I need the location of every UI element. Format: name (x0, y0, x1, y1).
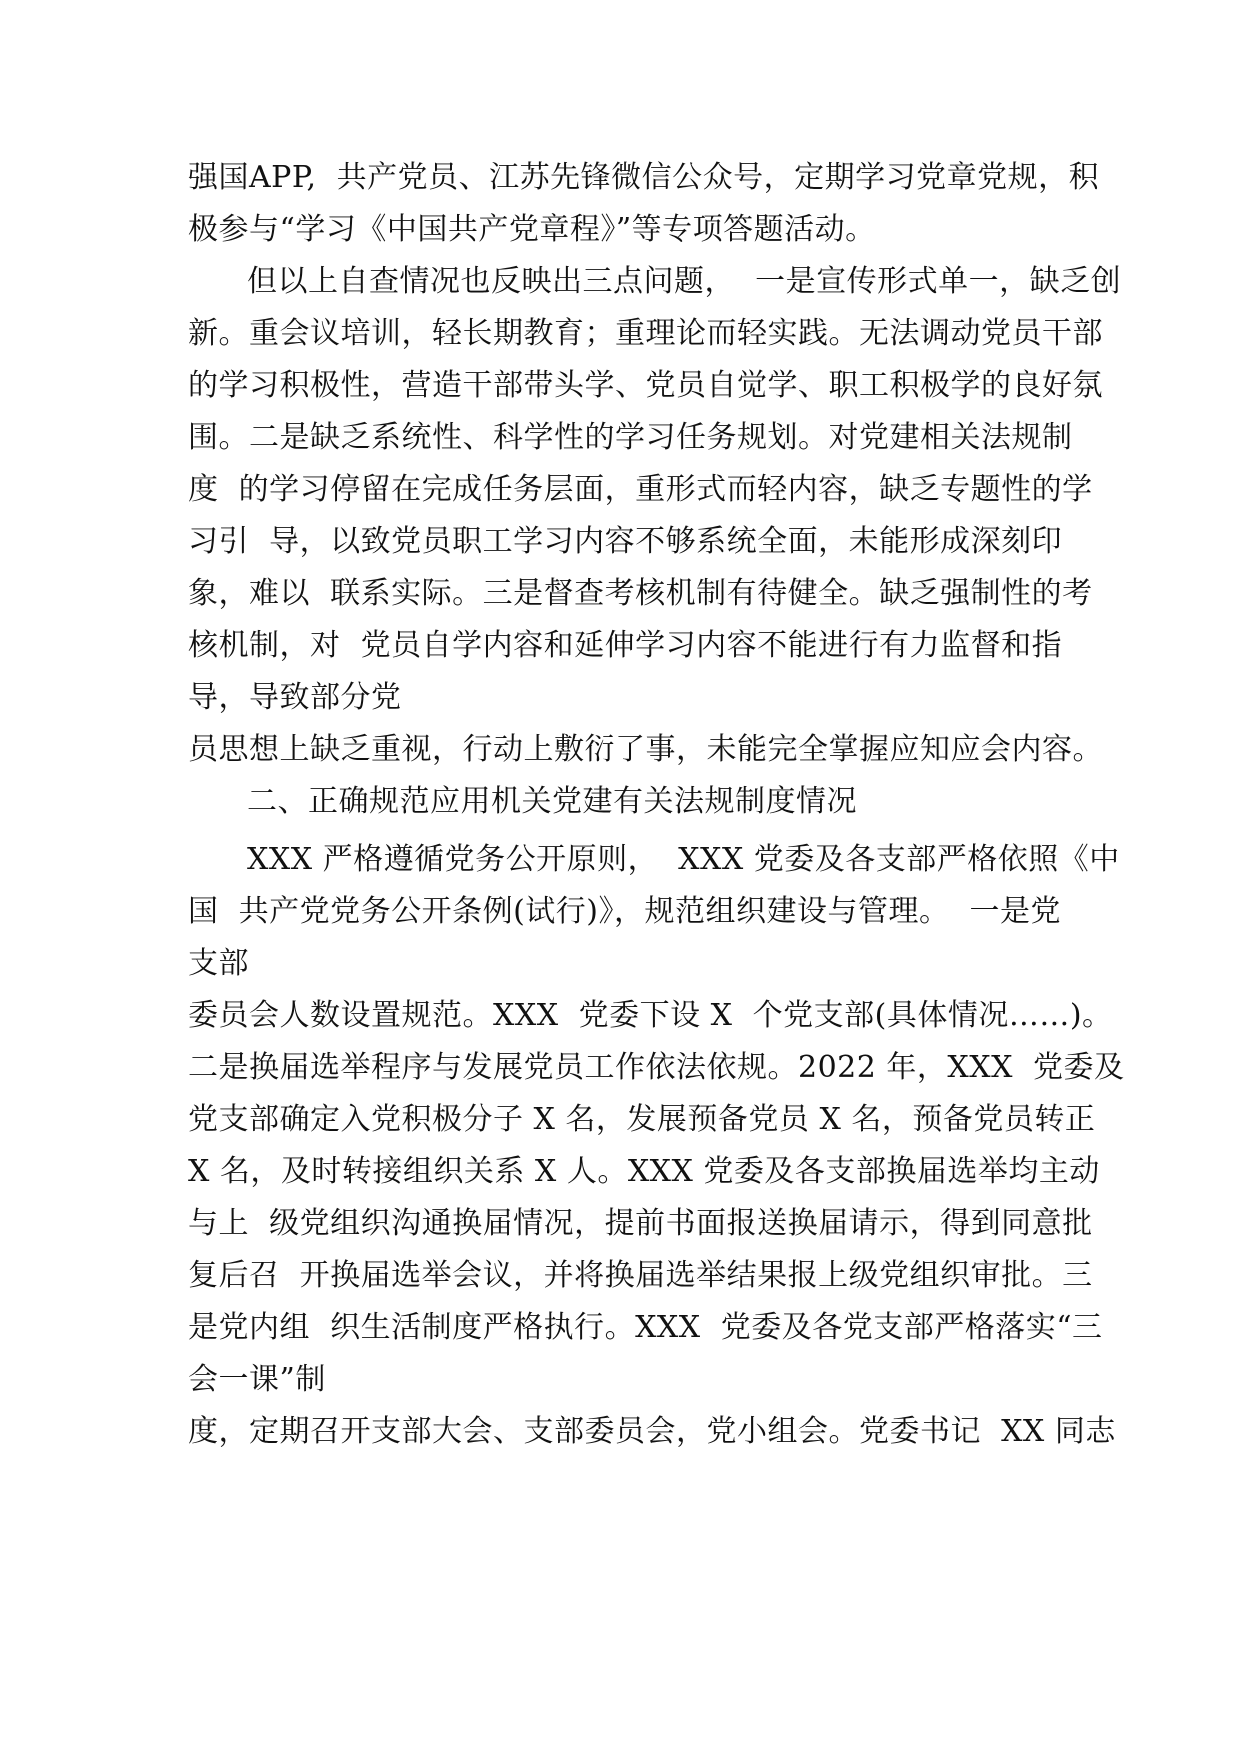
text-line: 新。重会议培训，轻长期教育；重理论而轻实践。无法调动党员干部 (188, 316, 1103, 351)
text-line: 员思想上缺乏重视，行动上敷衍了事，未能完全掌握应知应会内容。 (188, 732, 1103, 767)
text-line: 国 共产党党务公开条例(试行)》，规范组织建设与管理。 一是党 (188, 894, 1062, 929)
text-line: 强国APP, 共产党员、江苏先锋微信公众号，定期学习党章党规，积 (188, 160, 1100, 195)
text-line: 的学习积极性，营造干部带头学、党员自觉学、职工积极学的良好氛 (188, 368, 1103, 403)
text-line: 习引 导，以致党员职工学习内容不够系统全面，未能形成深刻印 (188, 524, 1063, 559)
text-line: 度，定期召开支部大会、支部委员会，党小组会。党委书记 XX 同志 (188, 1414, 1116, 1449)
text-line: 极参与“学习《中国共产党章程》”等专项答题活动。 (188, 212, 876, 247)
text-line: 党支部确定入党积极分子 X 名，发展预备党员 X 名，预备党员转正 (188, 1102, 1096, 1137)
text-line: 支部 (188, 946, 249, 981)
text-line: 象，难以 联系实际。三是督查考核机制有待健全。缺乏强制性的考 (188, 576, 1093, 611)
text-line: 是党内组 织生活制度严格执行。XXX 党委及各党支部严格落实“三 (188, 1310, 1103, 1345)
section-heading: 二、正确规范应用机关党建有关法规制度情况 (247, 784, 857, 819)
paragraph-first-line: XXX 严格遵循党务公开原则， XXX 党委及各支部严格依照《中 (247, 842, 1120, 877)
text-line: 会一课”制 (188, 1362, 326, 1397)
text-line: 与上 级党组织沟通换届情况，提前书面报送换届请示，得到同意批 (188, 1206, 1093, 1241)
text-line: 核机制，对 党员自学内容和延伸学习内容不能进行有力监督和指 (188, 628, 1063, 663)
text-line: 导，导致部分党 (188, 680, 402, 715)
text-line: 围。二是缺乏系统性、科学性的学习任务规划。对党建相关法规制 (188, 420, 1073, 455)
text-line: 复后召 开换届选举会议，并将换届选举结果报上级党组织审批。三 (188, 1258, 1093, 1293)
text-line: 委员会人数设置规范。XXX 党委下设 X 个党支部(具体情况……)。 (188, 998, 1113, 1033)
text-line: 度 的学习停留在完成任务层面，重形式而轻内容，缺乏专题性的学 (188, 472, 1093, 507)
paragraph-first-line: 但以上自查情况也反映出三点问题， 一是宣传形式单一，缺乏创 (247, 264, 1122, 299)
text-line: 二是换届选举程序与发展党员工作依法依规。2022 年，XXX 党委及 (188, 1050, 1125, 1085)
text-line: X 名，及时转接组织关系 X 人。XXX 党委及各支部换届选举均主动 (188, 1154, 1100, 1189)
